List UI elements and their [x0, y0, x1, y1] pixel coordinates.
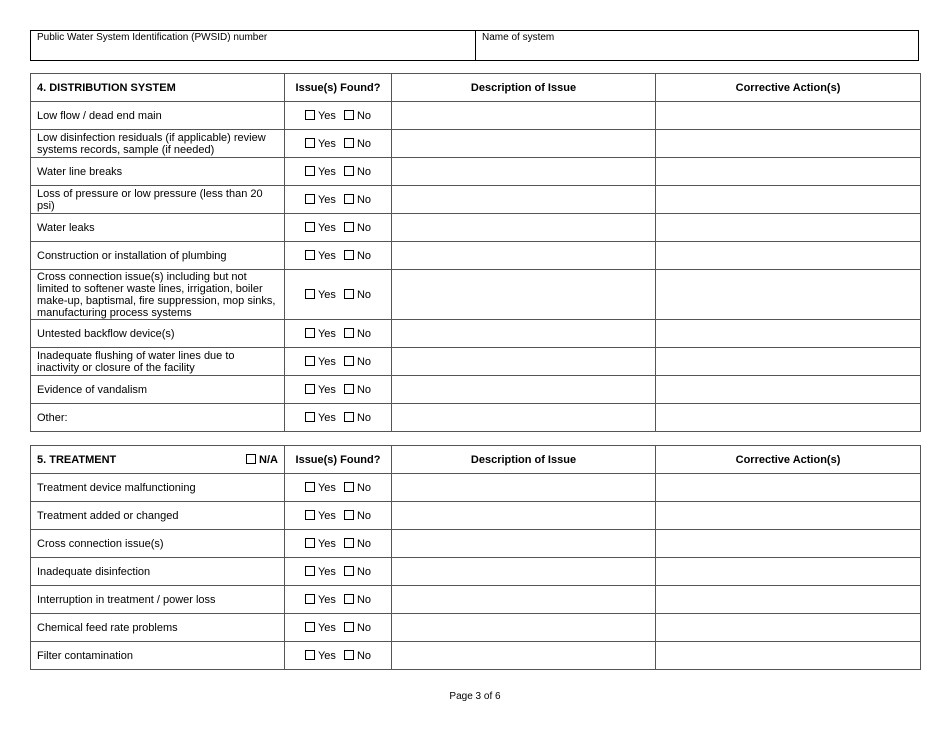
description-header: Description of Issue — [392, 446, 656, 474]
yes-label: Yes — [317, 537, 336, 550]
issues-found-header: Issue(s) Found? — [285, 74, 392, 102]
issue-text: Inadequate disinfection — [37, 565, 151, 578]
no-checkbox[interactable] — [344, 622, 371, 634]
corrective-action-input[interactable] — [656, 530, 921, 558]
no-checkbox[interactable] — [344, 412, 371, 424]
checkbox-icon — [344, 510, 354, 520]
yes-checkbox[interactable] — [305, 482, 336, 494]
corrective-action-input[interactable] — [656, 614, 921, 642]
issue-text: Low flow / dead end main — [37, 109, 162, 122]
corrective-action-input[interactable] — [656, 158, 921, 186]
no-label: No — [356, 649, 371, 662]
issue-found-cell — [285, 474, 392, 502]
issue-label — [31, 530, 285, 558]
issue-found-cell — [285, 530, 392, 558]
description-input[interactable] — [392, 102, 656, 130]
description-input[interactable] — [392, 586, 656, 614]
no-label: No — [356, 565, 371, 578]
yes-checkbox[interactable] — [305, 566, 336, 578]
issue-label — [31, 186, 285, 214]
corrective-action-input[interactable] — [656, 320, 921, 348]
checkbox-icon — [305, 289, 315, 299]
issue-label — [31, 558, 285, 586]
no-label: No — [356, 327, 371, 340]
issue-found-cell — [285, 158, 392, 186]
corrective-action-input[interactable] — [656, 130, 921, 158]
yes-label: Yes — [317, 565, 336, 578]
issue-text: Cross connection issue(s) — [37, 537, 164, 550]
corrective-action-input[interactable] — [656, 214, 921, 242]
distribution-system-table — [30, 73, 921, 432]
issue-label — [31, 586, 285, 614]
description-input[interactable] — [392, 186, 656, 214]
checkbox-icon — [344, 328, 354, 338]
treatment-table — [30, 445, 921, 670]
issue-label — [31, 404, 285, 432]
yes-label: Yes — [317, 193, 336, 206]
corrective-action-input[interactable] — [656, 270, 921, 320]
description-input[interactable] — [392, 242, 656, 270]
yes-checkbox[interactable] — [305, 166, 336, 178]
corrective-action-input[interactable] — [656, 348, 921, 376]
issue-label — [31, 614, 285, 642]
table-row — [31, 214, 921, 242]
no-label: No — [356, 621, 371, 634]
yes-checkbox[interactable] — [305, 622, 336, 634]
issue-found-cell — [285, 348, 392, 376]
no-label: No — [356, 109, 371, 122]
yes-checkbox[interactable] — [305, 650, 336, 662]
yes-checkbox[interactable] — [305, 510, 336, 522]
issue-found-cell — [285, 270, 392, 320]
checkbox-icon — [344, 138, 354, 148]
issue-label — [31, 642, 285, 670]
no-label: No — [356, 481, 371, 494]
yes-label: Yes — [317, 288, 336, 301]
issue-label — [31, 270, 285, 320]
corrective-action-input[interactable] — [656, 102, 921, 130]
no-label: No — [356, 355, 371, 368]
issue-text: Inadequate flushing of water lines due to inactivity or closure of the facility — [37, 349, 235, 374]
checkbox-icon — [344, 384, 354, 394]
issues-found-header: Issue(s) Found? — [285, 446, 392, 474]
table-row — [31, 242, 921, 270]
table-row — [31, 376, 921, 404]
issue-found-cell — [285, 242, 392, 270]
yes-checkbox[interactable] — [305, 289, 336, 301]
yes-checkbox[interactable] — [305, 594, 336, 606]
checkbox-icon — [344, 289, 354, 299]
description-input[interactable] — [392, 404, 656, 432]
issue-found-cell — [285, 558, 392, 586]
issue-label — [31, 376, 285, 404]
checkbox-icon — [344, 482, 354, 492]
section5-title-cell — [31, 446, 285, 474]
table-row — [31, 502, 921, 530]
no-label: No — [356, 193, 371, 206]
table-row — [31, 320, 921, 348]
yes-label: Yes — [317, 165, 336, 178]
checkbox-icon — [344, 250, 354, 260]
table-row — [31, 158, 921, 186]
no-checkbox[interactable] — [344, 566, 371, 578]
pwsid-label: Public Water System Identification (PWSID) number — [37, 32, 268, 43]
system-name-field[interactable] — [476, 31, 918, 60]
checkbox-icon — [305, 138, 315, 148]
table-row — [31, 530, 921, 558]
checkbox-icon — [305, 412, 315, 422]
issue-label — [31, 320, 285, 348]
corrective-header: Corrective Action(s) — [656, 74, 921, 102]
table-row — [31, 614, 921, 642]
description-input[interactable] — [392, 130, 656, 158]
no-label: No — [356, 537, 371, 550]
table-row — [31, 102, 921, 130]
table-row — [31, 558, 921, 586]
description-input[interactable] — [392, 530, 656, 558]
checkbox-icon — [305, 166, 315, 176]
no-checkbox[interactable] — [344, 222, 371, 234]
issue-text: Filter contamination — [37, 649, 133, 662]
yes-label: Yes — [317, 411, 336, 424]
table-row — [31, 474, 921, 502]
section4-title: 4. DISTRIBUTION SYSTEM — [31, 74, 285, 102]
yes-label: Yes — [317, 509, 336, 522]
page-number: Page 3 of 6 — [449, 691, 501, 702]
checkbox-icon — [305, 328, 315, 338]
checkbox-icon — [344, 622, 354, 632]
description-input[interactable] — [392, 502, 656, 530]
issue-label — [31, 214, 285, 242]
issue-label — [31, 102, 285, 130]
issue-found-cell — [285, 614, 392, 642]
yes-checkbox[interactable] — [305, 328, 336, 340]
yes-checkbox[interactable] — [305, 138, 336, 150]
checkbox-icon — [305, 110, 315, 120]
checkbox-icon — [305, 222, 315, 232]
issue-text: Interruption in treatment / power loss — [37, 593, 216, 606]
description-input[interactable] — [392, 158, 656, 186]
no-checkbox[interactable] — [344, 138, 371, 150]
checkbox-icon — [344, 594, 354, 604]
checkbox-icon — [305, 538, 315, 548]
issue-label — [31, 242, 285, 270]
corrective-action-input[interactable] — [656, 186, 921, 214]
description-input[interactable] — [392, 214, 656, 242]
issue-text: Treatment device malfunctioning — [37, 481, 196, 494]
issue-found-cell — [285, 214, 392, 242]
issue-label — [31, 474, 285, 502]
checkbox-icon — [344, 194, 354, 204]
yes-label: Yes — [317, 221, 336, 234]
checkbox-icon — [344, 412, 354, 422]
yes-checkbox[interactable] — [305, 356, 336, 368]
issue-text: Chemical feed rate problems — [37, 621, 178, 634]
no-label: No — [356, 288, 371, 301]
checkbox-icon — [305, 650, 315, 660]
no-checkbox[interactable] — [344, 594, 371, 606]
issue-found-cell — [285, 642, 392, 670]
checkbox-icon — [305, 566, 315, 576]
issue-text: Treatment added or changed — [37, 509, 179, 522]
table-row — [31, 130, 921, 158]
description-input[interactable] — [392, 376, 656, 404]
description-input[interactable] — [392, 558, 656, 586]
yes-label: Yes — [317, 649, 336, 662]
checkbox-icon — [305, 482, 315, 492]
no-checkbox[interactable] — [344, 194, 371, 206]
yes-label: Yes — [317, 109, 336, 122]
issue-found-cell — [285, 404, 392, 432]
description-input[interactable] — [392, 320, 656, 348]
table-row — [31, 642, 921, 670]
no-label: No — [356, 221, 371, 234]
checkbox-icon — [305, 356, 315, 366]
checkbox-icon — [344, 356, 354, 366]
description-input[interactable] — [392, 348, 656, 376]
yes-checkbox[interactable] — [305, 538, 336, 550]
no-label: No — [356, 509, 371, 522]
yes-checkbox[interactable] — [305, 384, 336, 396]
checkbox-icon — [305, 594, 315, 604]
no-label: No — [356, 593, 371, 606]
table-row — [31, 404, 921, 432]
issue-found-cell — [285, 186, 392, 214]
section5-title: 5. TREATMENT — [37, 453, 117, 466]
issue-label — [31, 348, 285, 376]
yes-checkbox[interactable] — [305, 222, 336, 234]
issue-label — [31, 502, 285, 530]
checkbox-icon — [344, 650, 354, 660]
table-row — [31, 586, 921, 614]
issue-text: Evidence of vandalism — [37, 383, 148, 396]
issue-text: Water line breaks — [37, 165, 123, 178]
no-checkbox[interactable] — [344, 328, 371, 340]
no-label: No — [356, 249, 371, 262]
no-checkbox[interactable] — [344, 650, 371, 662]
corrective-action-input[interactable] — [656, 586, 921, 614]
no-label: No — [356, 137, 371, 150]
table-row — [31, 186, 921, 214]
checkbox-icon — [305, 384, 315, 394]
checkbox-icon — [246, 454, 256, 464]
issue-label — [31, 130, 285, 158]
yes-label: Yes — [317, 355, 336, 368]
description-input[interactable] — [392, 474, 656, 502]
checkbox-icon — [305, 250, 315, 260]
checkbox-icon — [344, 538, 354, 548]
pwsid-field[interactable] — [31, 31, 476, 60]
issue-text: Loss of pressure or low pressure (less than 20 psi) — [37, 187, 263, 212]
yes-label: Yes — [317, 327, 336, 340]
issue-text: Construction or installation of plumbing — [37, 249, 227, 262]
table-row — [31, 270, 921, 320]
yes-label: Yes — [317, 481, 336, 494]
issue-text: Water leaks — [37, 221, 95, 234]
checkbox-icon — [344, 166, 354, 176]
na-label: N/A — [259, 453, 278, 466]
yes-checkbox[interactable] — [305, 110, 336, 122]
description-input[interactable] — [392, 270, 656, 320]
issue-label — [31, 158, 285, 186]
no-checkbox[interactable] — [344, 110, 371, 122]
na-checkbox[interactable] — [246, 454, 278, 466]
corrective-action-input[interactable] — [656, 474, 921, 502]
issue-found-cell — [285, 502, 392, 530]
issue-found-cell — [285, 586, 392, 614]
no-checkbox[interactable] — [344, 356, 371, 368]
checkbox-icon — [344, 222, 354, 232]
issue-found-cell — [285, 320, 392, 348]
table-row — [31, 348, 921, 376]
no-checkbox[interactable] — [344, 289, 371, 301]
yes-checkbox[interactable] — [305, 412, 336, 424]
checkbox-icon — [305, 194, 315, 204]
no-label: No — [356, 165, 371, 178]
no-label: No — [356, 383, 371, 396]
issue-text: Other: — [37, 411, 68, 424]
no-checkbox[interactable] — [344, 510, 371, 522]
description-input[interactable] — [392, 614, 656, 642]
yes-checkbox[interactable] — [305, 250, 336, 262]
no-checkbox[interactable] — [344, 384, 371, 396]
yes-label: Yes — [317, 249, 336, 262]
description-input[interactable] — [392, 642, 656, 670]
checkbox-icon — [305, 510, 315, 520]
corrective-action-input[interactable] — [656, 642, 921, 670]
issue-text: Low disinfection residuals (if applicable) review systems records, sample (if needed) — [37, 131, 266, 156]
yes-checkbox[interactable] — [305, 194, 336, 206]
issue-text: Untested backflow device(s) — [37, 327, 175, 340]
corrective-action-input[interactable] — [656, 404, 921, 432]
no-checkbox[interactable] — [344, 166, 371, 178]
corrective-action-input[interactable] — [656, 558, 921, 586]
checkbox-icon — [344, 566, 354, 576]
corrective-action-input[interactable] — [656, 502, 921, 530]
issue-found-cell — [285, 376, 392, 404]
no-checkbox[interactable] — [344, 538, 371, 550]
no-label: No — [356, 411, 371, 424]
description-header: Description of Issue — [392, 74, 656, 102]
no-checkbox[interactable] — [344, 482, 371, 494]
system-header — [30, 30, 919, 61]
yes-label: Yes — [317, 621, 336, 634]
checkbox-icon — [305, 622, 315, 632]
system-name-label: Name of system — [482, 32, 555, 43]
yes-label: Yes — [317, 593, 336, 606]
issue-found-cell — [285, 130, 392, 158]
corrective-action-input[interactable] — [656, 242, 921, 270]
issue-text: Cross connection issue(s) including but not limited to softener waste lines, irrigation, boiler make-up, baptismal, fire suppression, mop sinks, manufacturing process systems — [37, 270, 276, 319]
checkbox-icon — [344, 110, 354, 120]
corrective-header: Corrective Action(s) — [656, 446, 921, 474]
corrective-action-input[interactable] — [656, 376, 921, 404]
no-checkbox[interactable] — [344, 250, 371, 262]
issue-found-cell — [285, 102, 392, 130]
yes-label: Yes — [317, 137, 336, 150]
yes-label: Yes — [317, 383, 336, 396]
